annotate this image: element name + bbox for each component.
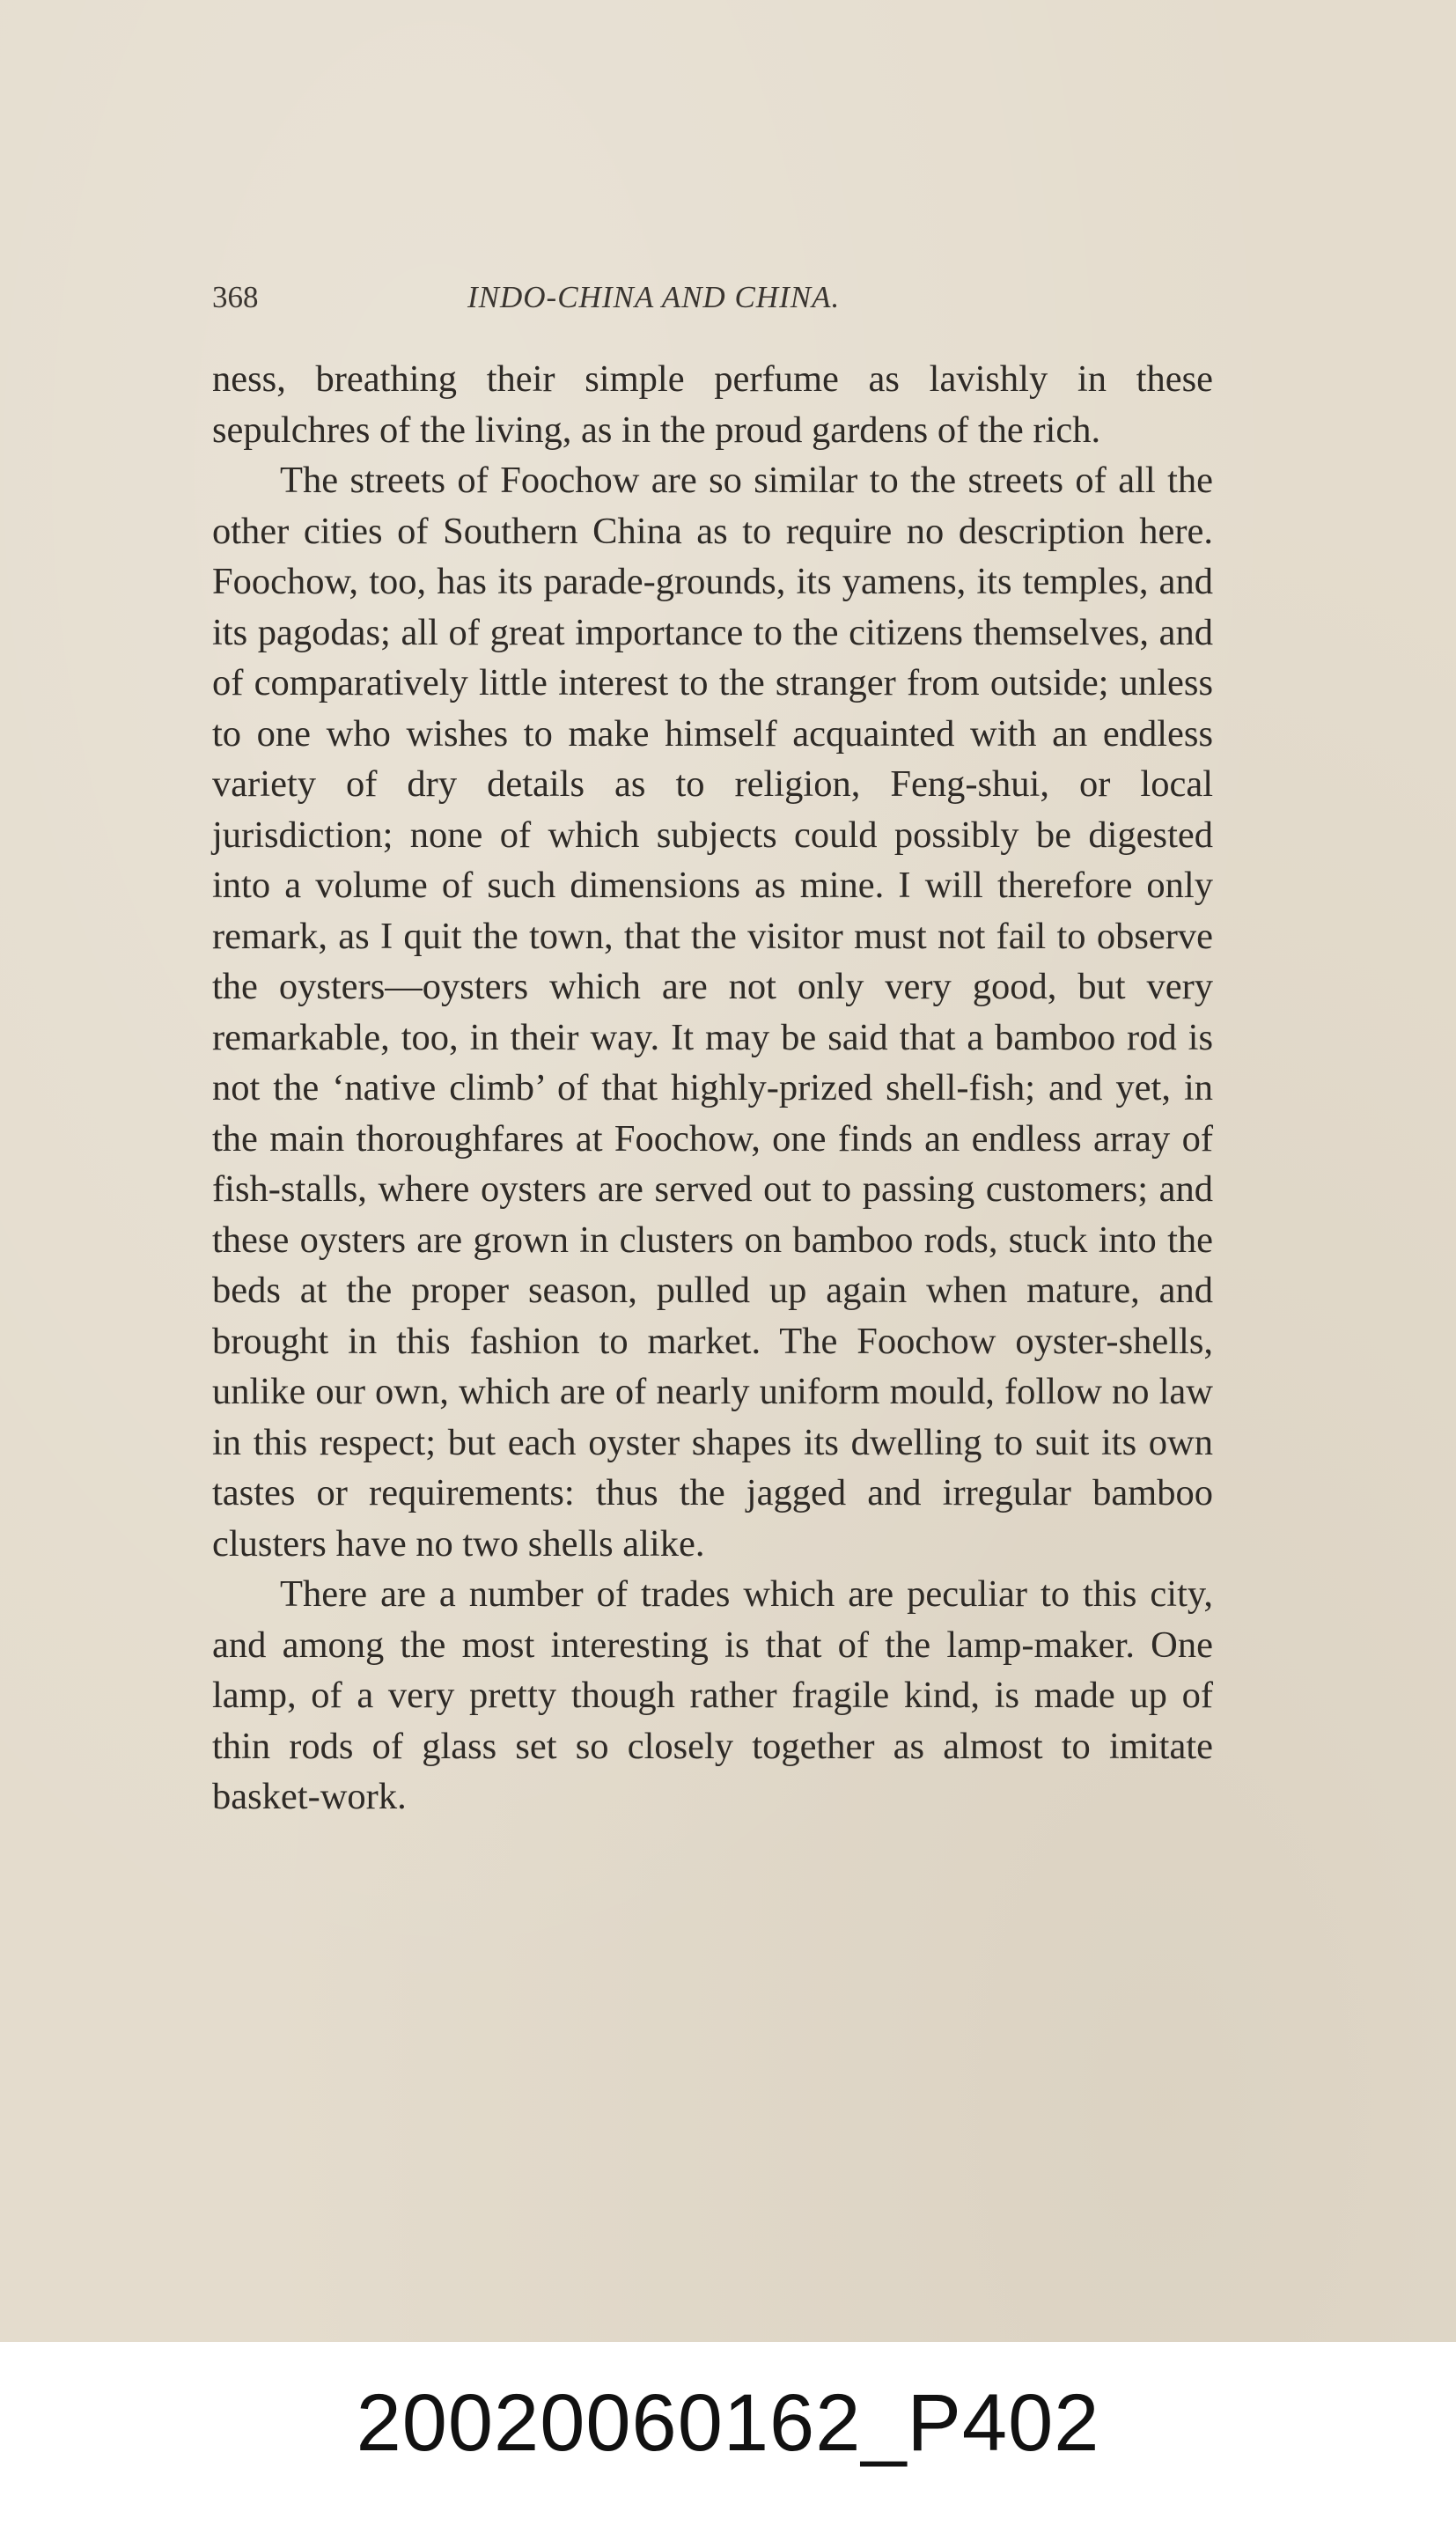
paragraph-lamp-maker: There are a number of trades which are peculiar to this city, and among the most interesting is that of the lamp-maker. One lamp, of a very pretty though rather fragile kind, is made up of thin rods of glass set so closely together as almost to imitate basket-work. <box>212 1573 1213 1817</box>
image-id-caption: 20020060162_P402 <box>356 2378 1100 2468</box>
page-header <box>212 280 1216 324</box>
paragraph-foochow-streets: The streets of Foochow are so similar to the streets of all the other cities of Southern China as to require no description here. Foochow, too, has its parade-grounds, its yamens, its temples, and its pagodas; all of great importance to the citizens themselves, and of comparatively little interest to the stranger from outside; unless to one who wishes to make himself acquainted with an endless variety of dry details as to religion, Feng-shui, or local jurisdiction; none of which subjects could possibly be digested into a volume of such dimensions as mine. I will therefore only remark, as I quit the town, that the visitor must not fail to observe the oysters—oysters which are not only very good, but very remarkable, too, in their way. It may be said that a bamboo rod is not the ‘native climb’ of that highly-prized shell-fish; and yet, in the main thoroughfares at Foochow, one finds an endless array of fish-stalls, where oysters are served out to passing customers; and these oysters are grown in clusters on bamboo rods, stuck into the beds at the proper season, pulled up again when mature, and brought in this fashion to market. The Foochow oyster-shells, unlike our own, which are of nearly uniform mould, follow no law in this respect; but each oyster shapes its dwelling to suit its own tastes or requirements: thus the jagged and irregular bamboo clusters have no two shells alike. <box>212 460 1213 1565</box>
running-head: INDO-CHINA AND CHINA. <box>467 280 841 314</box>
body-text <box>212 354 1213 1823</box>
page-number: 368 <box>212 280 259 314</box>
paragraph-continuation: ness, breathing their simple perfume as lavishly in these sepulchres of the living, as in the proud gardens of the rich. <box>212 358 1213 451</box>
